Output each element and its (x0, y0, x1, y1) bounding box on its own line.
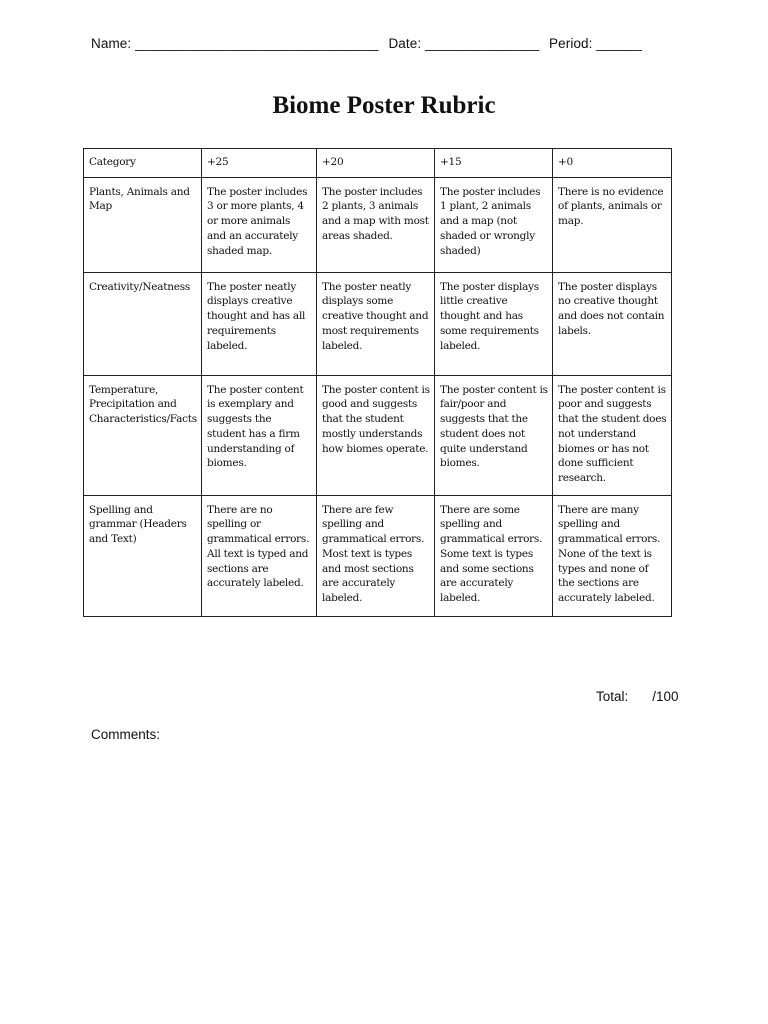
criteria-cell-20: The poster neatly displays some creative thought and most requirements labeled. (317, 272, 435, 375)
category-cell: Creativity/Neatness (84, 272, 202, 375)
rubric-header-row (84, 149, 672, 178)
criteria-cell-15: The poster content is fair/poor and suggests that the student does not quite understand biomes. (435, 375, 553, 495)
criteria-cell-20: The poster includes 2 plants, 3 animals and a map with most areas shaded. (317, 177, 435, 272)
rubric-row-temperature-facts (84, 375, 672, 495)
criteria-cell-25: There are no spelling or grammatical errors. All text is typed and sections are accurately labeled. (202, 495, 317, 616)
name-field[interactable]: Name: ________________________________ (91, 36, 379, 51)
rubric-row-spelling-grammar (84, 495, 672, 616)
total-max[interactable]: /100 (652, 689, 679, 704)
criteria-cell-0: The poster displays no creative thought and does not contain labels. (553, 272, 672, 375)
criteria-cell-25: The poster neatly displays creative thought and has all requirements labeled. (202, 272, 317, 375)
date-field[interactable]: Date: _______________ (388, 36, 540, 51)
criteria-cell-0: There is no evidence of plants, animals or map. (553, 177, 672, 272)
header-score-25: +25 (202, 149, 317, 178)
period-field[interactable]: Period: ______ (549, 36, 643, 51)
criteria-cell-15: There are some spelling and grammatical errors. Some text is types and some sections are accurately labeled. (435, 495, 553, 616)
comments-label: Comments: (91, 727, 161, 742)
category-cell: Plants, Animals and Map (84, 177, 202, 272)
criteria-cell-15: The poster displays little creative thought and has some requirements labeled. (435, 272, 553, 375)
criteria-cell-25: The poster content is exemplary and suggests the student has a firm understanding of biomes. (202, 375, 317, 495)
rubric-table (83, 148, 672, 617)
criteria-cell-15: The poster includes 1 plant, 2 animals and a map (not shaded or wrongly shaded) (435, 177, 553, 272)
header-score-0: +0 (553, 149, 672, 178)
criteria-cell-0: The poster content is poor and suggests that the student does not understand biomes or has not done sufficient research. (553, 375, 672, 495)
student-info-line (91, 36, 648, 51)
page-title: Biome Poster Rubric (272, 92, 496, 119)
total-score (596, 689, 679, 704)
criteria-cell-20: The poster content is good and suggests that the student mostly understands how biomes operate. (317, 375, 435, 495)
category-cell: Spelling and grammar (Headers and Text) (84, 495, 202, 616)
criteria-cell-25: The poster includes 3 or more plants, 4 or more animals and an accurately shaded map. (202, 177, 317, 272)
header-category: Category (84, 149, 202, 178)
header-score-15: +15 (435, 149, 553, 178)
criteria-cell-20: There are few spelling and grammatical errors. Most text is types and most sections are accurately labeled. (317, 495, 435, 616)
criteria-cell-0: There are many spelling and grammatical errors. None of the text is types and none of the sections are accurately labeled. (553, 495, 672, 616)
header-score-20: +20 (317, 149, 435, 178)
category-cell: Temperature, Precipitation and Characteristics/Facts (84, 375, 202, 495)
rubric-row-plants-animals-map (84, 177, 672, 272)
total-label: Total: (596, 689, 629, 704)
rubric-row-creativity-neatness (84, 272, 672, 375)
